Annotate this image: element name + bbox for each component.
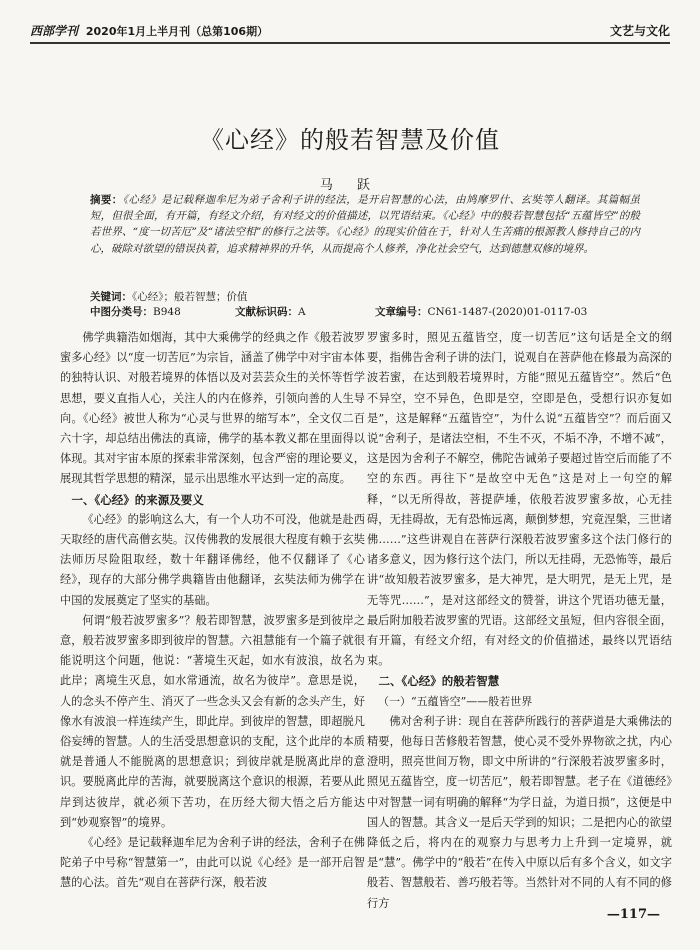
journal-name (30, 22, 268, 39)
body-column-right (367, 328, 672, 914)
section-heading: 二、《心经》的般若智慧 (378, 674, 500, 689)
paragraph: 佛对舍利子讲：现自在菩萨所践行的菩萨道是大乘佛法的精要，他每日苦修般若智慧，使心灵不受外界物欲之扰，内心澄明，照亮世间万物，即文中所讲的“行深般若波罗蜜多时，照见五蕴皆空，度一切苦厄”，般若即智慧。老子在《道德经》中对智慧一词有明确的解释“为学日益，为道日损”，这便是中国人的智慧。其含义一是后天学到的知识；二是把内心的欲望降低之后，将内在的观察力与思考力上升到一定境界，就是“慧”。佛学中的“般若”在传入中原以后有多个含义，如文字般若、智慧般若、善巧般若等。当然针对不同的人有不同的修行方 (367, 714, 672, 910)
subsection-heading: （一）“五蕴皆空”——般若世界 (378, 694, 533, 708)
article-number-value: CN61-1487-(2020)01-0117-03 (427, 306, 588, 318)
running-header (30, 18, 670, 44)
page-number: —117— (606, 907, 660, 922)
doc-code-value: A (298, 306, 306, 318)
paragraph: 《心经》是记载释迦牟尼为舍利子讲的经法，舍利子在佛陀弟子中号称“智慧第一”，由此可以说《心经》是一部开启智慧的心法。首先“观自在菩萨行深，般若波 (60, 836, 365, 890)
header-rule (30, 42, 670, 44)
paragraph: 罗蜜多时，照见五蕴皆空，度一切苦厄”这句话是全文的纲要，指佛告舍利子讲的法门，说观自在菩萨他在修最为高深的波若蜜，在达到般若境界时，方能“照见五蕴皆空”。然后“色不异空，空不异色，色即是空，空即是色，受想行识亦复如是”，这是解释“五蕴皆空”，为什么说“五蕴皆空”？而后面又说“舍利子，是诸法空相，不生不灭，不垢不净，不增不减”，这是因为舍利子不解空，佛陀告诫弟子要超过皆空后而能了不空的东西。再往下“是故空中无色”这是对上一句空的解释，“以无所得故，菩提萨埵，依般若波罗蜜多故，心无挂碍，无挂碍故，无有恐怖远离，颠倒梦想，究竟涅槃，三世诸佛……”这些讲观自在菩萨行深般若波罗蜜多这个法门修行的诸多意义，因为修行这个法门，所以无挂碍，无恐怖等，最后讲“故知般若波罗蜜多，是大神咒，是大明咒，是无上咒，是无等咒……”，是对这部经文的赞誉，讲这个咒语功德无量，最后附加般若波罗蜜的咒语。这部经文虽短，但内容很全面，有开篇，有经文介绍，有对经文的价值描述，最终以咒语结束。 (367, 331, 672, 668)
journal-logo: 西部学刊 (30, 24, 79, 38)
clc-label: 中图分类号： (90, 306, 153, 318)
article-number-label: 文章编号： (375, 306, 428, 318)
abstract-text: 《心经》是记载释迦牟尼为弟子舍利子讲的经法，是开启智慧的心法，由鸠摩罗什、玄奘等人翻译。其篇幅虽短，但很全面，有开篇，有经文介绍，有对经文的价值描述，以咒语结束。《心经》中的般若智慧包括“五蕴皆空”的般若世界、“度一切苦厄”及“诸法空相”的修行之法等。《心经》的现实价值在于，针对人生苦痛的根源教人修持自己的内心，破除对欲望的错误执着，追求精神界的升华，从而提高个人修养，净化社会空气，达到德慧双修的境界。 (90, 194, 641, 255)
section-heading: 一、《心经》的来源及要义 (71, 492, 204, 507)
paragraph: 《心经》的影响这么大，有一个人功不可没，他就是赴西天取经的唐代高僧玄奘。汉传佛教的发展很大程度有赖于玄奘法师历尽险阻取经，数十年翻译佛经，他不仅翻译了《心经》，现存的大部分佛学典籍皆由他翻译，玄奘法师为佛学在中国的发展奠定了坚实的基础。 (60, 512, 365, 607)
body-column-left (60, 328, 365, 894)
clc-number (90, 304, 181, 320)
keywords-text: 《心经》；般若智慧；价值 (132, 291, 248, 303)
article-number (375, 304, 587, 320)
paragraph: 佛学典籍浩如烟海，其中大乘佛学的经典之作《般若波罗蜜多心经》以“度一切苦厄”为宗旨，涵盖了佛学中对宇宙本体的独特认识、对般若境界的体悟以及对芸芸众生的关怀等哲学思想，要义直指人心，关注人的内在修养，引领向善的人生导向。《心经》被世人称为“心灵与世界的缩写本”，全文仅二百六十字，却总结出佛法的真谛，佛学的基本教义都在里面得以体现。其对宇宙本原的探索非常深刻，包含严密的理论要义，展现其哲学思想的精深，显示出思维水平达到一定的高度。 (60, 331, 365, 486)
section-name: 文艺与文化 (609, 24, 670, 38)
article-author: 马 跃 (319, 178, 381, 193)
journal-issue: 2020年1月上半月刊（总第106期） (85, 25, 269, 38)
doc-code (235, 304, 306, 320)
doc-code-label: 文献标识码： (235, 306, 298, 318)
clc-value: B948 (153, 306, 181, 318)
abstract (90, 192, 640, 257)
keywords (90, 289, 640, 305)
article-title: 《心经》的般若智慧及价值 (200, 126, 500, 154)
paragraph: 何谓“般若波罗蜜多”？般若即智慧，波罗蜜多是到彼岸之意，般若波罗蜜多即到彼岸的智慧。六祖慧能有一个篇子就很能说明这个问题，他说：“著境生灭起，如水有波浪，故名为此岸；离境生灭息，如水常通流，故名为彼岸”。意思是说，人的念头不停产生、消灭了一些念头又会有新的念头产生，好像水有波浪一样连续产生，即此岸。到彼岸的智慧，即超脱凡俗妄缚的智慧。人的生活受思想意识的支配，这个此岸的本质就是普通人不能脱离的思想意识；到彼岸就是脱离此岸的意识。要脱离此岸的苦海，就要脱离这个意识的根源，若要从此岸到达彼岸，就必须下苦功，在历经大彻大悟之后方能达到“妙观察智”的境界。 (60, 613, 365, 829)
keywords-label: 关键词： (90, 291, 132, 303)
abstract-label: 摘要： (90, 194, 123, 206)
